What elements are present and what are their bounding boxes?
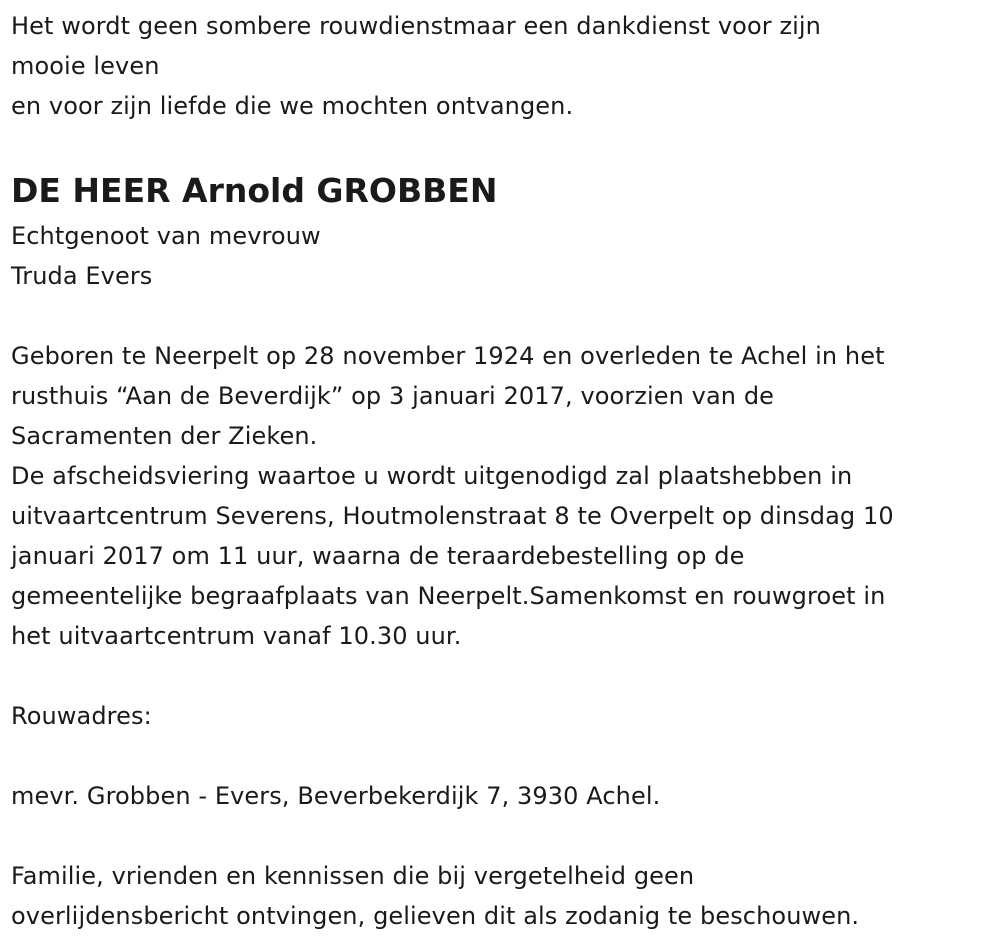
details-line: het uitvaartcentrum vanaf 10.30 uur. xyxy=(11,622,462,650)
closing-paragraph xyxy=(11,856,996,936)
spacer xyxy=(11,736,996,776)
details-paragraph xyxy=(11,336,996,656)
spouse-block xyxy=(11,216,996,296)
address-value: mevr. Grobben - Evers, Beverbekerdijk 7, 3930 Achel. xyxy=(11,782,661,810)
details-line: rusthuis “Aan de Beverdijk” op 3 januari 2017, voorzien van de xyxy=(11,382,775,410)
details-line: De afscheidsviering waartoe u wordt uitgenodigd zal plaatshebben in xyxy=(11,462,853,490)
closing-line: Familie, vrienden en kennissen die bij vergetelheid geen xyxy=(11,862,695,890)
obituary-document xyxy=(11,6,996,936)
address-label: Rouwadres: xyxy=(11,702,152,730)
details-line: uitvaartcentrum Severens, Houtmolenstraat 8 te Overpelt op dinsdag 10 xyxy=(11,502,894,530)
details-line: januari 2017 om 11 uur, waarna de teraardebestelling op de xyxy=(11,542,745,570)
spouse-line: Truda Evers xyxy=(11,262,153,290)
spacer xyxy=(11,656,996,696)
deceased-name-heading: DE HEER Arnold GROBBEN xyxy=(11,171,498,210)
intro-line: en voor zijn liefde die we mochten ontvangen. xyxy=(11,92,574,120)
intro-line: mooie leven xyxy=(11,52,160,80)
intro-paragraph xyxy=(11,6,996,126)
spouse-line: Echtgenoot van mevrouw xyxy=(11,222,321,250)
details-line: Sacramenten der Zieken. xyxy=(11,422,318,450)
details-line: gemeentelijke begraafplaats van Neerpelt.Samenkomst en rouwgroet in xyxy=(11,582,886,610)
intro-line: Het wordt geen sombere rouwdienstmaar een dankdienst voor zijn xyxy=(11,12,821,40)
details-line: Geboren te Neerpelt op 28 november 1924 en overleden te Achel in het xyxy=(11,342,885,370)
spacer xyxy=(11,126,996,166)
closing-line: overlijdensbericht ontvingen, gelieven dit als zodanig te beschouwen. xyxy=(11,902,860,930)
spacer xyxy=(11,296,996,336)
spacer xyxy=(11,816,996,856)
